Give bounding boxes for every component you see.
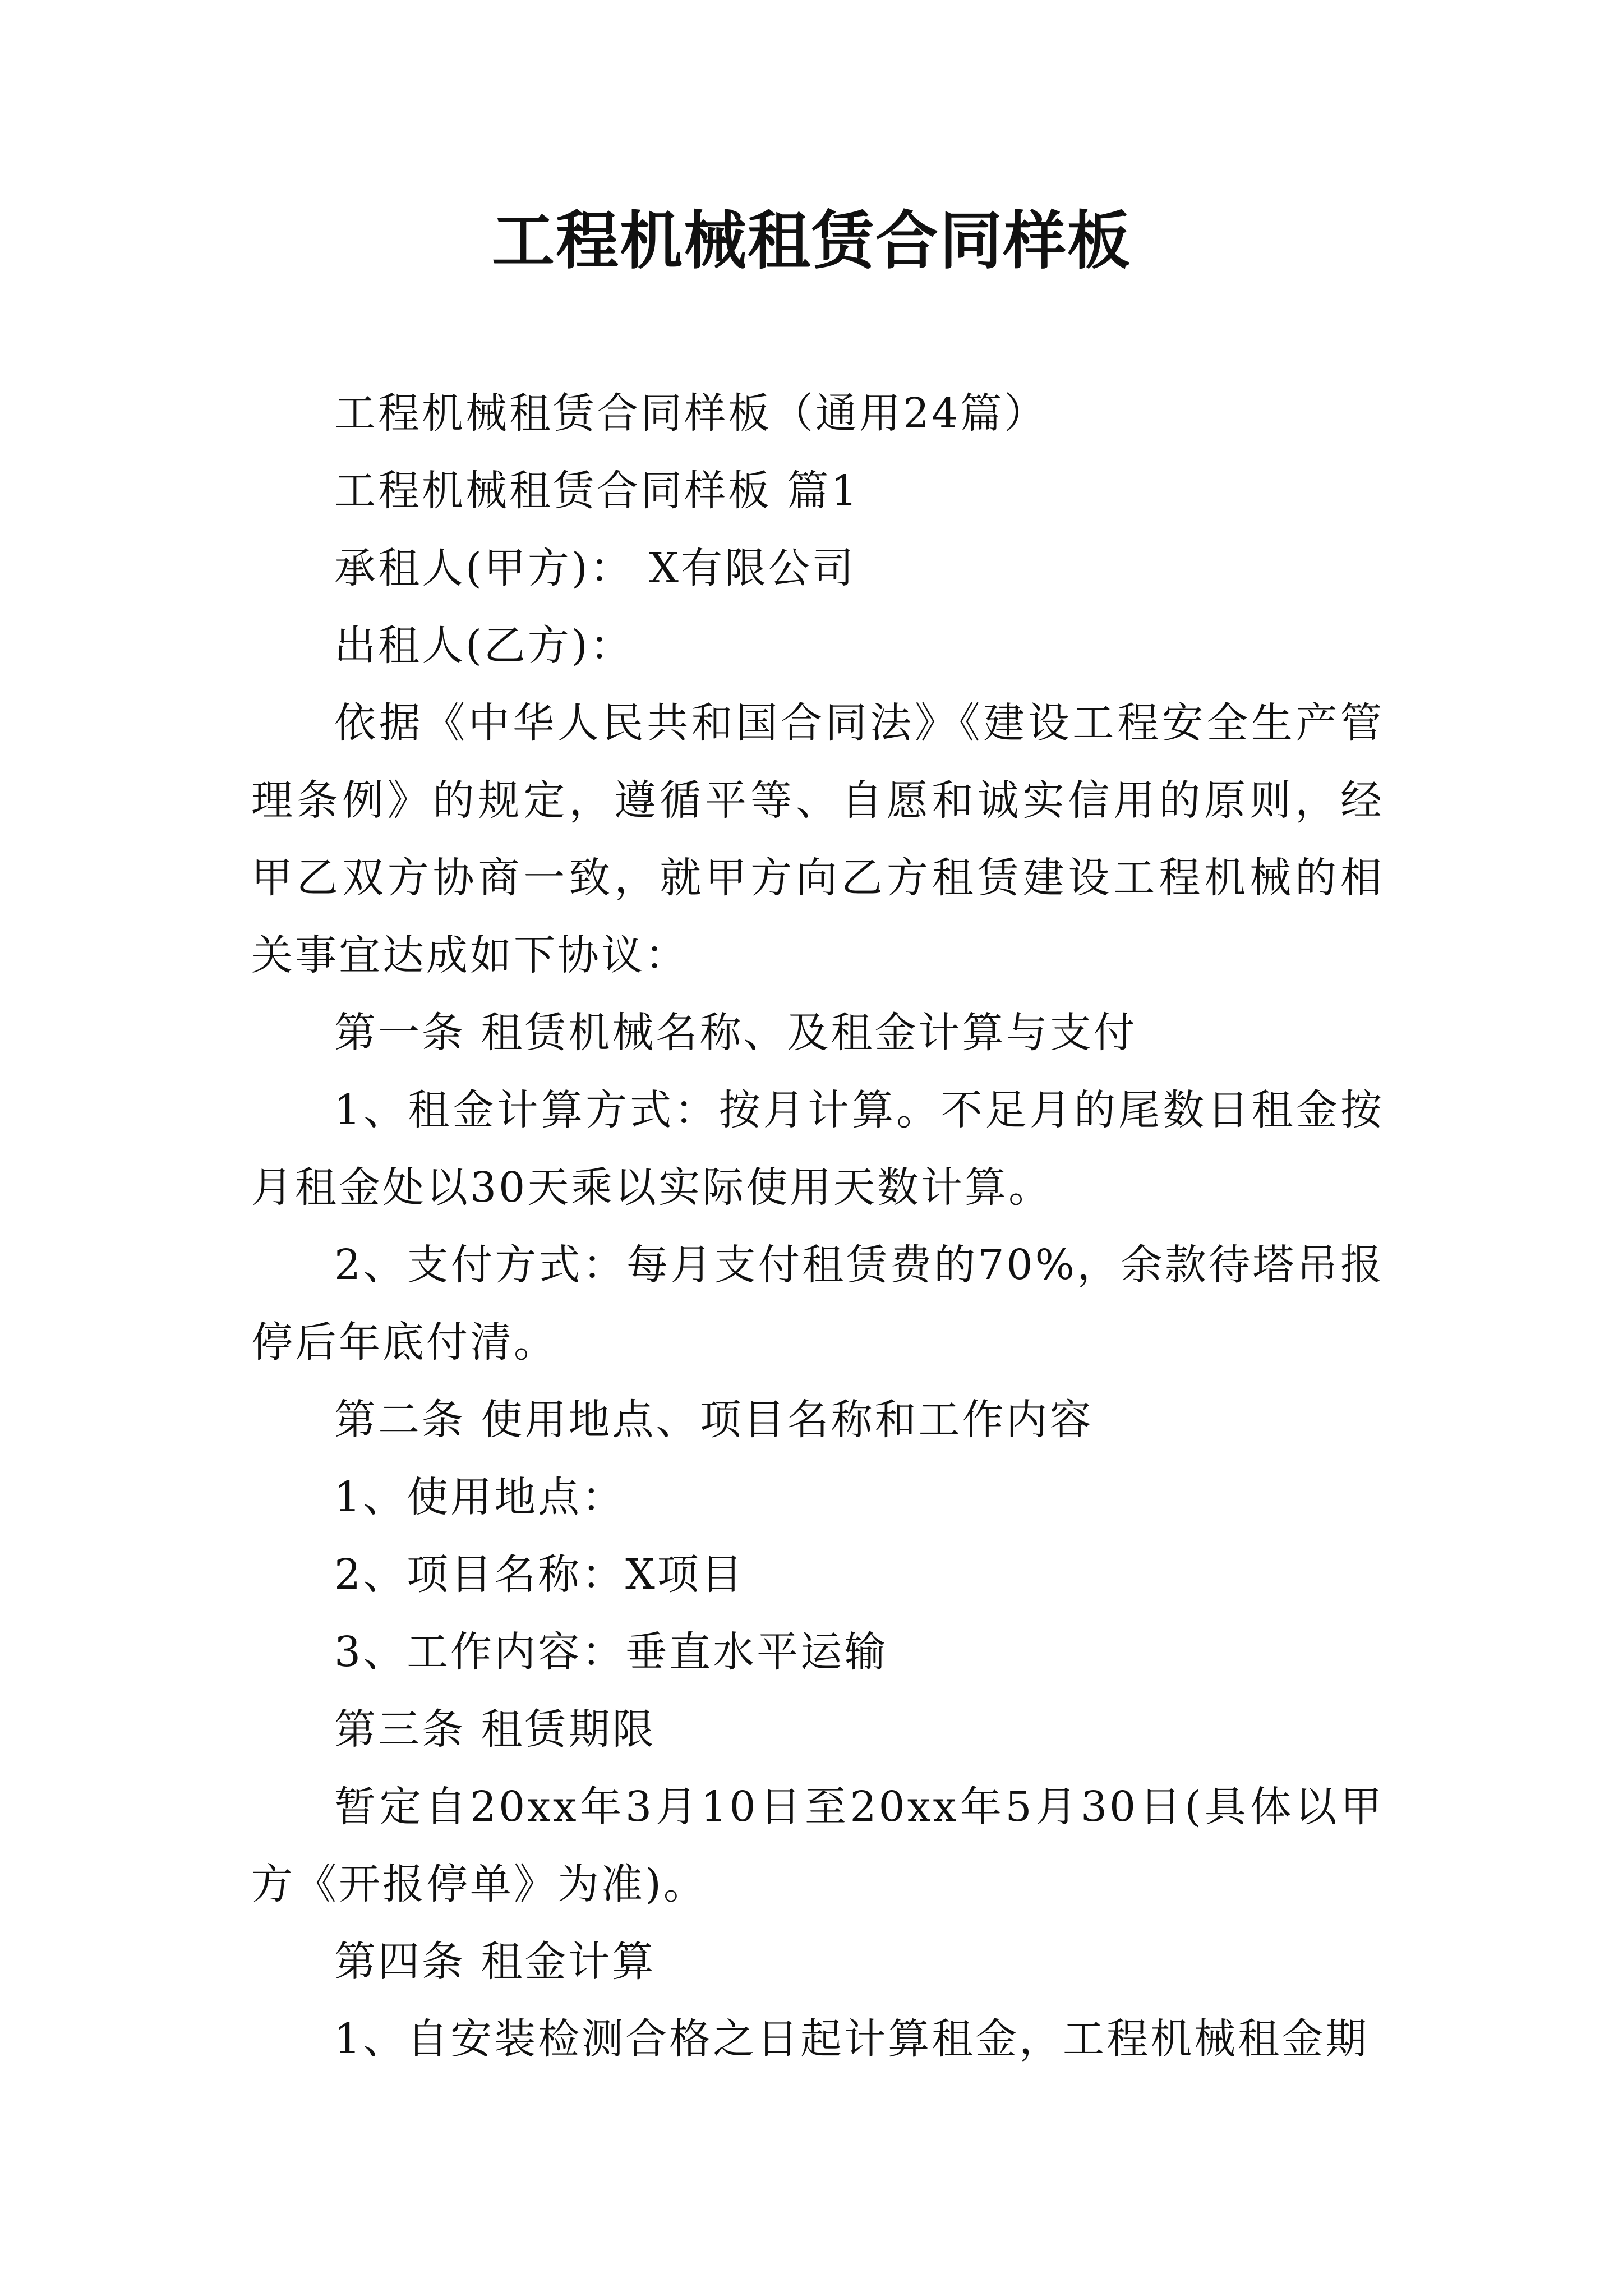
paragraph-article-2-item-2: 2、项目名称：X项目 [334,1550,745,1599]
document-title: 工程机械租赁合同样板 [492,204,1131,278]
paragraph-article-2-item-1: 1、使用地点： [334,1473,626,1521]
paragraph-article-1: 第一条 租赁机械名称、及租金计算与支付 [334,1009,1137,1057]
document-body [251,375,1384,2078]
paragraph-preamble: 依据《中华人民共和国合同法》《建设工程安全生产管理条例》的规定，遵循平等、自愿和诚实信用的原则，经甲乙双方协商一致，就甲方向乙方租赁建设工程机械的相关事宜达成如下协议： [251,699,1384,979]
paragraph-lessee: 承租人(甲方)： X有限公司 [334,544,856,592]
paragraph-article-4-item-1: 1、自安装检测合格之日起计算租金，工程机械租金期 [334,2015,1370,2063]
paragraph-subtitle: 工程机械租赁合同样板（通用24篇） [334,389,1048,438]
paragraph-article-1-item-2: 2、支付方式：每月支付租赁费的70%，余款待塔吊报停后年底付清。 [251,1241,1384,1366]
paragraph-article-2-item-3: 3、工作内容：垂直水平运输 [334,1628,888,1676]
paragraph-article-3: 第三条 租赁期限 [334,1705,656,1754]
paragraph-article-1-item-1: 1、租金计算方式：按月计算。不足月的尾数日租金按月租金处以30天乘以实际使用天数计算。 [251,1086,1384,1212]
paragraph-lessor: 出租人(乙方)： [334,622,634,670]
paragraph-article-3-term: 暂定自20xx年3月10日至20xx年5月30日(具体以甲方《开报停单》为准)。 [251,1783,1384,1908]
paragraph-section-heading: 工程机械租赁合同样板 篇1 [334,467,860,515]
paragraph-article-4: 第四条 租金计算 [334,1938,656,1986]
paragraph-article-2: 第二条 使用地点、项目名称和工作内容 [334,1396,1094,1444]
